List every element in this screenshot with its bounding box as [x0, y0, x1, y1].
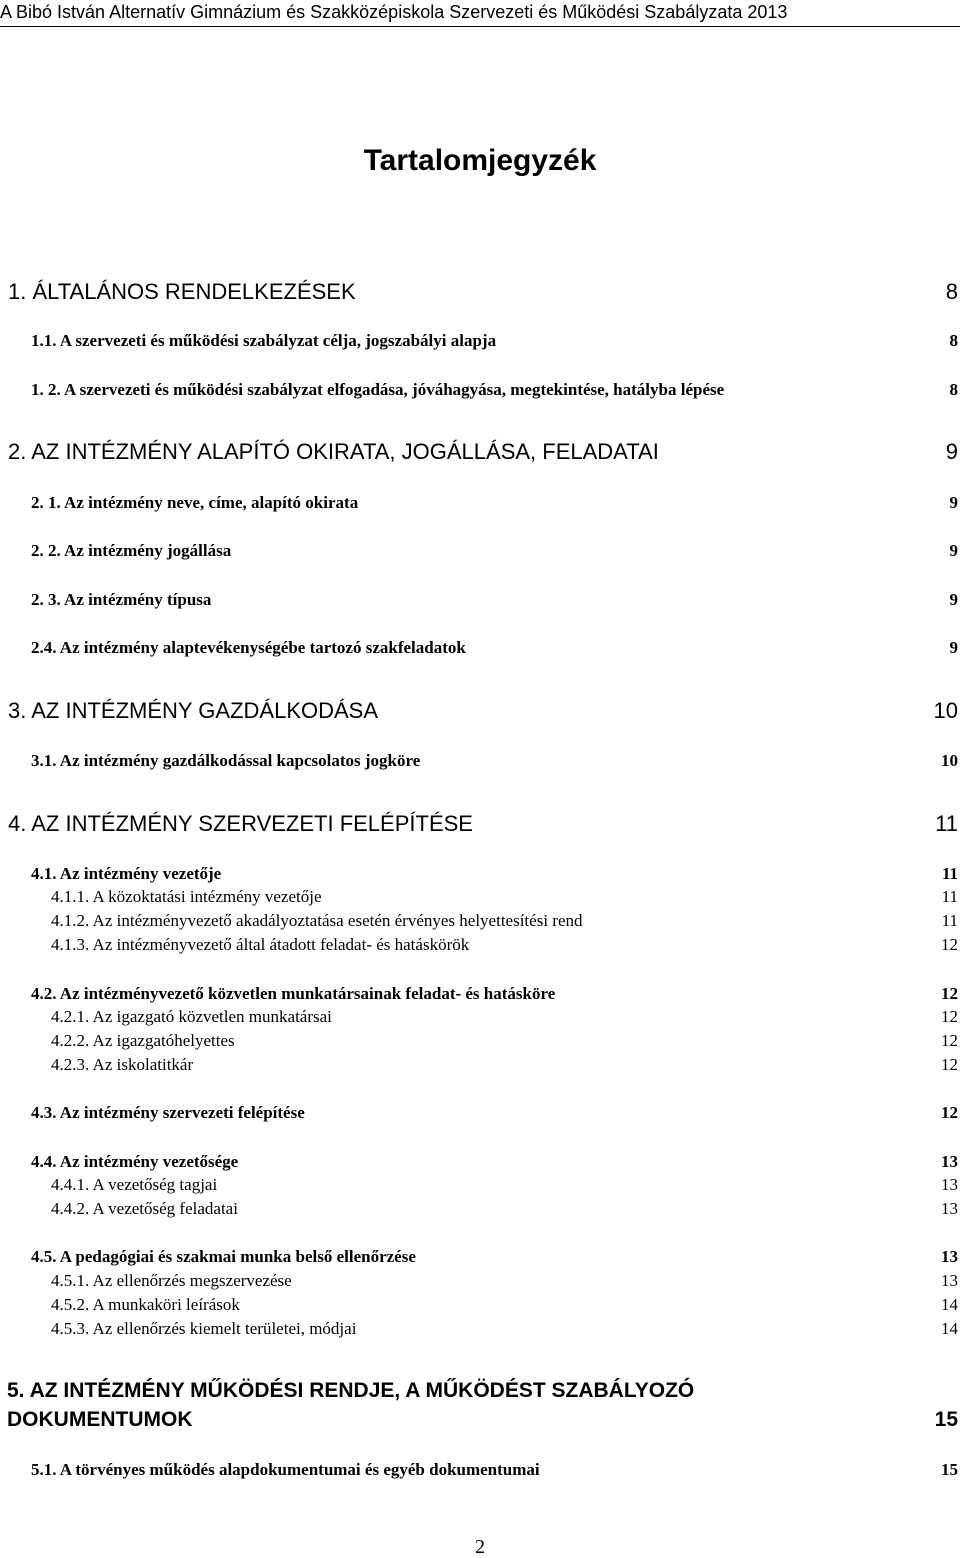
toc-entry-label: 4.1. Az intézmény vezetője	[31, 864, 222, 883]
toc-entry-label: 4. AZ INTÉZMÉNY SZERVEZETI FELÉPÍTÉSE	[8, 811, 473, 836]
toc-entry-page: 12	[941, 1031, 958, 1050]
toc-entry-page: 9	[949, 590, 958, 609]
toc-entry-page: 8	[949, 331, 958, 350]
toc-entry-page: 9	[949, 541, 958, 560]
toc-entry-page: 15	[941, 1460, 958, 1479]
toc-entry-label: 4.5. A pedagógiai és szakmai munka belső ellenőrzése	[31, 1247, 416, 1266]
toc-entry-page: 11	[941, 887, 958, 906]
toc-entry-label: 4.1.2. Az intézményvezető akadályoztatása esetén érvényes helyettesítési rend	[51, 911, 583, 930]
toc-entry-label: 1.1. A szervezeti és működési szabályzat célja, jogszabályi alapja	[31, 331, 497, 350]
toc-entry-page: 12	[941, 1007, 958, 1026]
toc-entry-page: 10	[941, 751, 958, 770]
toc-entry-label: 2. 3. Az intézmény típusa	[31, 590, 212, 609]
toc-entry-label: 4.2.3. Az iskolatitkár	[51, 1055, 194, 1074]
toc-entry-page: 13	[941, 1199, 958, 1218]
toc-entry-page: 13	[941, 1271, 958, 1290]
toc-entry-page: 8	[949, 380, 958, 399]
toc-entry-page: 13	[941, 1152, 958, 1171]
toc-entry-label: 4.4. Az intézmény vezetősége	[31, 1152, 239, 1171]
toc-entry-label: 2.4. Az intézmény alaptevékenységébe tartozó szakfeladatok	[31, 638, 466, 657]
toc-entry-label: 4.5.2. A munkaköri leírások	[51, 1295, 240, 1314]
toc-entry-label: 5. AZ INTÉZMÉNY MŰKÖDÉSI RENDJE, A MŰKÖDÉST SZABÁLYOZÓ	[7, 1379, 695, 1402]
toc-entry-page: 12	[941, 1103, 958, 1122]
toc-entry-page: 12	[941, 935, 958, 954]
toc-entry-page: 11	[941, 911, 958, 930]
toc-entry-label: 1. ÁLTALÁNOS RENDELKEZÉSEK	[8, 279, 356, 304]
toc-entry-label: 4.2.1. Az igazgató közvetlen munkatársai	[51, 1007, 332, 1026]
toc-entry-page: 13	[941, 1175, 958, 1194]
toc-entry-label: 4.4.1. A vezetőség tagjai	[51, 1175, 218, 1194]
toc-entry-label: 4.5.1. Az ellenőrzés megszervezése	[51, 1271, 292, 1290]
toc-entry-label: DOKUMENTUMOK	[7, 1408, 193, 1431]
page-number: 2	[475, 1536, 485, 1558]
toc-entry-label: 5.1. A törvényes működés alapdokumentumai és egyéb dokumentumai	[31, 1460, 540, 1479]
toc-entry-label: 4.5.3. Az ellenőrzés kiemelt területei, módjai	[51, 1319, 357, 1338]
page-title: Tartalomjegyzék	[363, 144, 597, 177]
toc-entry-page: 9	[945, 439, 958, 464]
toc-entry-page: 12	[941, 984, 958, 1003]
toc-entry-page: 14	[941, 1319, 958, 1338]
toc-entry-label: 3.1. Az intézmény gazdálkodással kapcsolatos jogköre	[31, 751, 421, 770]
toc-entry-page: 10	[933, 698, 958, 723]
toc-entry-label: 4.2. Az intézményvezető közvetlen munkatársainak feladat- és hatásköre	[31, 984, 556, 1003]
running-header-text: A Bibó István Alternatív Gimnázium és Szakközépiskola Szervezeti és Működési Szabályzata 2013	[0, 2, 788, 22]
toc-entry-label: 4.1.3. Az intézményvezető által átadott feladat- és hatáskörök	[51, 935, 470, 954]
toc-entry-page: 13	[941, 1247, 958, 1266]
toc-entry-label: 4.1.1. A közoktatási intézmény vezetője	[51, 887, 322, 906]
toc-entry-label: 4.3. Az intézmény szervezeti felépítése	[31, 1103, 305, 1122]
toc-entry-label: 2. 2. Az intézmény jogállása	[31, 541, 232, 560]
toc-entry-page: 11	[935, 811, 958, 836]
running-header	[0, 0, 960, 27]
toc-entry-page: 8	[945, 279, 958, 304]
toc-entry-page: 9	[949, 638, 958, 657]
toc-entry-label: 1. 2. A szervezeti és működési szabályzat elfogadása, jóváhagyása, megtekintése, hatályba lépése	[31, 380, 725, 399]
toc-entry-label: 2. AZ INTÉZMÉNY ALAPÍTÓ OKIRATA, JOGÁLLÁSA, FELADATAI	[8, 439, 659, 464]
toc-entry-label: 4.2.2. Az igazgatóhelyettes	[51, 1031, 235, 1050]
toc-entry-label: 3. AZ INTÉZMÉNY GAZDÁLKODÁSA	[8, 698, 379, 723]
toc-entry-page: 9	[949, 493, 958, 512]
toc-entry-page: 12	[941, 1055, 958, 1074]
toc-entry-page: 11	[941, 864, 958, 883]
toc-entry-label: 4.4.2. A vezetőség feladatai	[51, 1199, 238, 1218]
toc-entry-page: 14	[941, 1295, 958, 1314]
toc-entry-label: 2. 1. Az intézmény neve, címe, alapító okirata	[31, 493, 359, 512]
toc-entry-page: 15	[934, 1408, 958, 1431]
